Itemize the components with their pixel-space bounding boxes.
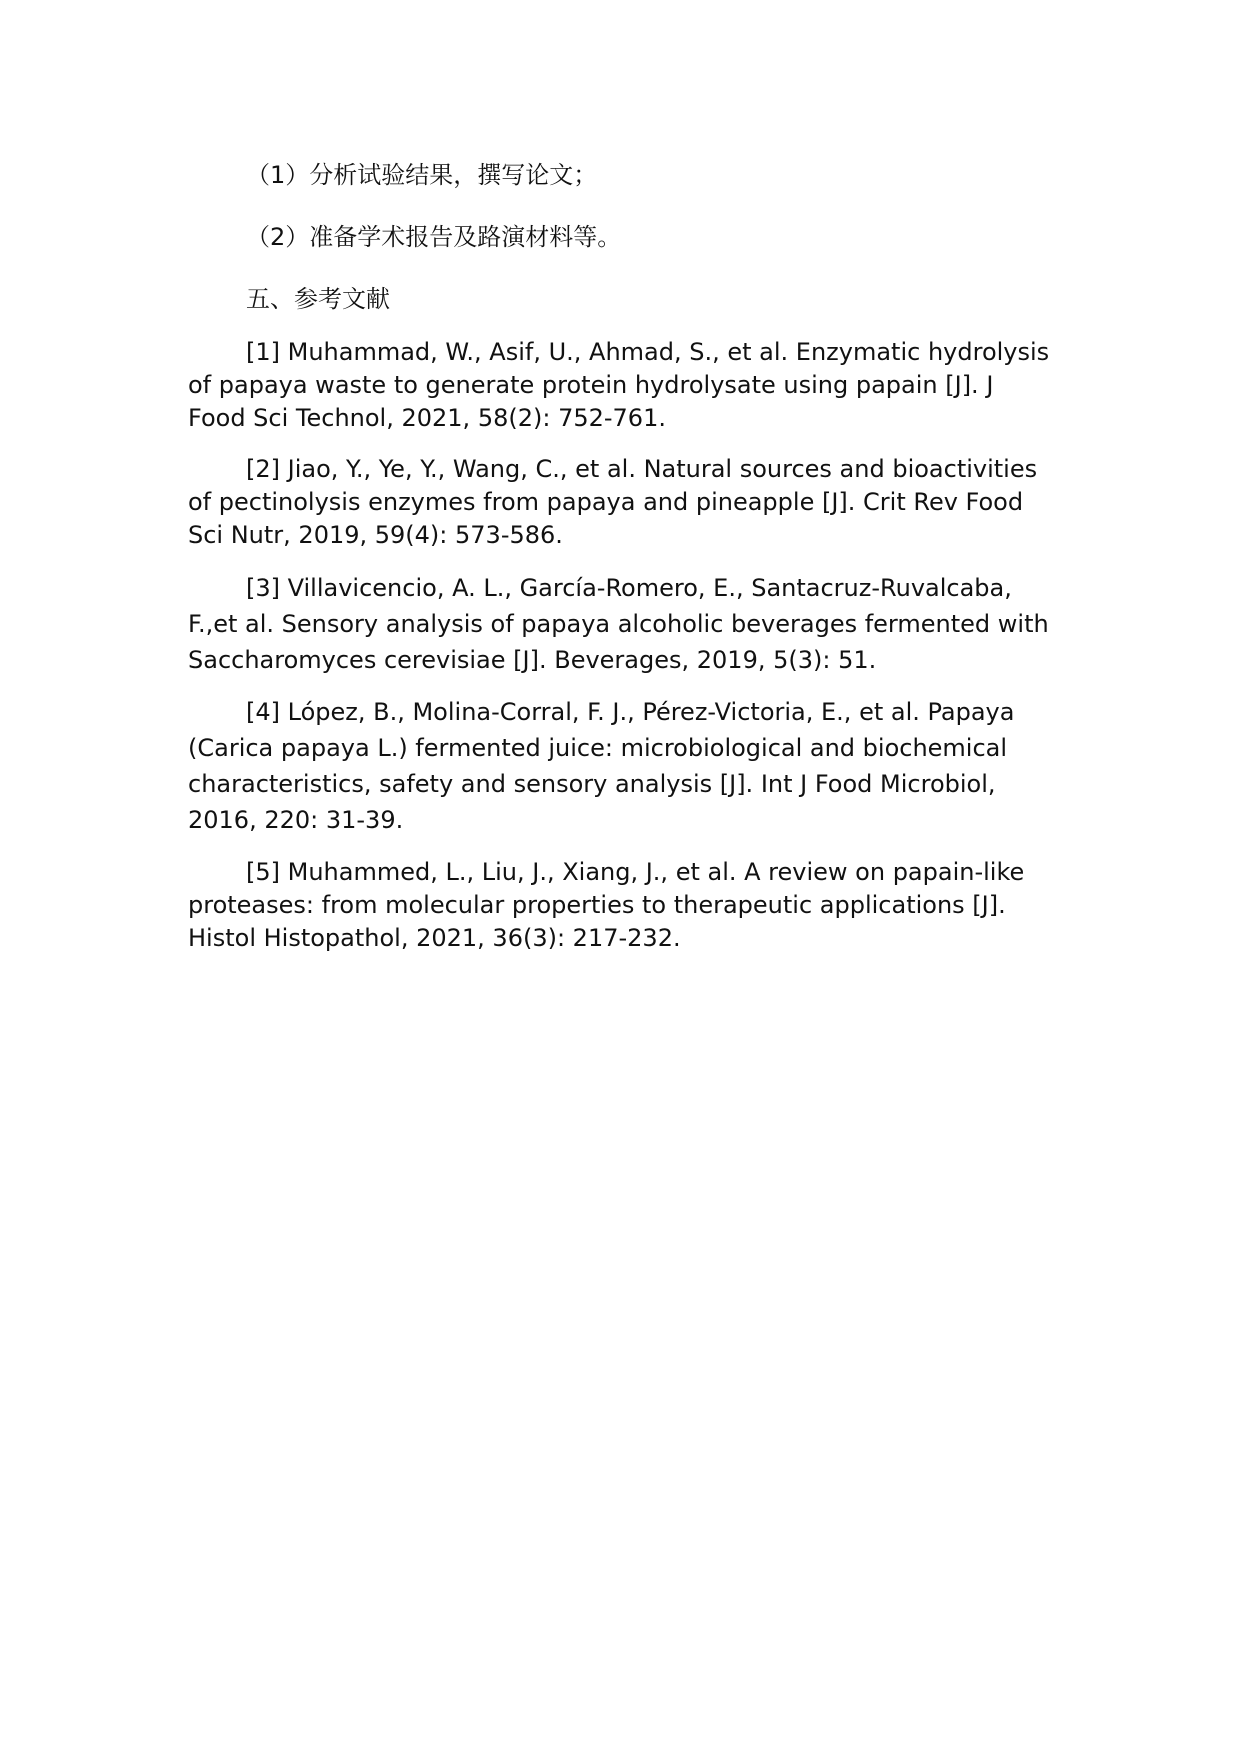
- reference-item-2: [2] Jiao, Y., Ye, Y., Wang, C., et al. Natural sources and bioactivities of pectinolysis enzymes from papaya and pineapple [J]. Crit Rev Food Sci Nutr, 2019, 59(4): 573-586.: [188, 455, 1038, 549]
- step-item-2: （2）准备学术报告及路演材料等。: [246, 223, 622, 251]
- document-content: [188, 158, 1058, 973]
- reference-item-4: [4] López, B., Molina-Corral, F. J., Pérez-Victoria, E., et al. Papaya (Carica papaya L.) fermented juice: microbiological and biochemical characteristics, safety and sensory analysis [J]. Int J Food Microbiol, 2016, 220: 31-39.: [188, 698, 1015, 834]
- reference-item-3: [3] Villavicencio, A. L., García-Romero, E., Santacruz-Ruvalcaba, F.,et al. Sensory analysis of papaya alcoholic beverages fermented with Saccharomyces cerevisiae [J]. Beverages, 2019, 5(3): 51.: [188, 574, 1049, 674]
- step-item-1: （1）分析试验结果，撰写论文；: [246, 161, 598, 189]
- section-heading-references: 五、参考文献: [246, 285, 390, 313]
- reference-item-5: [5] Muhammed, L., Liu, J., Xiang, J., et al. A review on papain-like proteases: from molecular properties to therapeutic applications [J]. Histol Histopathol, 2021, 36(3): 217-232.: [188, 858, 1025, 952]
- reference-item-1: [1] Muhammad, W., Asif, U., Ahmad, S., et al. Enzymatic hydrolysis of papaya waste to generate protein hydrolysate using papain [J]. J Food Sci Technol, 2021, 58(2): 752-761.: [188, 338, 1050, 432]
